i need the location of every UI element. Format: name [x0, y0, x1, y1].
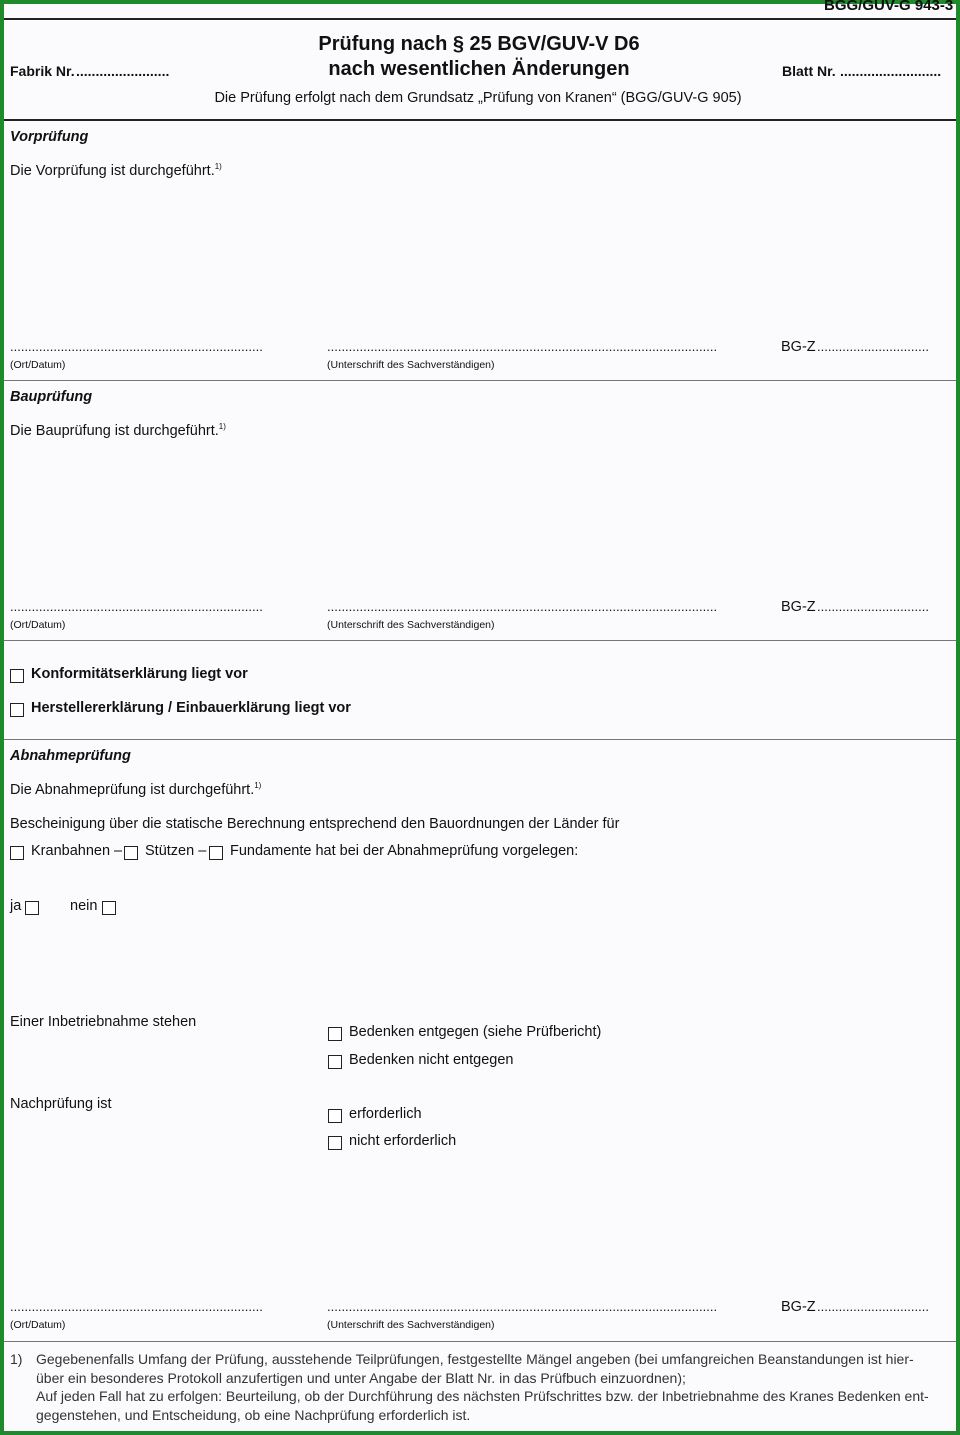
- vorpruefung-bgz-label: BG-Z: [781, 339, 816, 355]
- bescheinigung-text: Bescheinigung über die statische Berechnung entsprechend den Bauordnungen der Länder für: [10, 816, 620, 832]
- konformitaet-checkbox[interactable]: [10, 669, 24, 683]
- bedenken-entgegen-checkbox[interactable]: [328, 1027, 342, 1041]
- baupruefung-place-date-field[interactable]: ......................................................................: [10, 599, 263, 614]
- baupruefung-signature-caption: (Unterschrift des Sachverständigen): [327, 619, 495, 631]
- fabrik-nr-field[interactable]: ........................: [76, 63, 170, 79]
- baupruefung-bgz-field[interactable]: ...............................: [817, 599, 929, 614]
- abnahme-bgz-label: BG-Z: [781, 1299, 816, 1315]
- vorpruefung-signature-caption: (Unterschrift des Sachverständigen): [327, 359, 495, 371]
- section-divider: [4, 739, 956, 740]
- header-bottom-rule: [4, 119, 956, 121]
- vorpruefung-text: Die Vorprüfung ist durchgeführt.$^{1)}$: [10, 162, 222, 179]
- abnahme-signature-caption: (Unterschrift des Sachverständigen): [327, 1319, 495, 1331]
- vorpruefung-bgz-field[interactable]: ...............................: [817, 339, 929, 354]
- hersteller-label: Herstellererklärung / Einbauerklärung liegt vor: [31, 700, 351, 716]
- footnote-line1: Gegebenenfalls Umfang der Prüfung, ausstehende Teilprüfungen, festgestellte Mängel angeben (bei umfangreichen Beanstandungen ist hier-: [36, 1351, 914, 1367]
- nicht-erforderlich-label: nicht erforderlich: [349, 1133, 457, 1149]
- header-top-rule: [4, 18, 956, 20]
- konformitaet-label: Konformitätserklärung liegt vor: [31, 666, 248, 682]
- nicht-erforderlich-checkbox[interactable]: [328, 1136, 342, 1150]
- vorpruefung-place-date-caption: (Ort/Datum): [10, 359, 66, 371]
- baupruefung-signature-field[interactable]: ............................................................................................................: [327, 599, 718, 614]
- footnote-line2: über ein besonderes Protokoll anzufertigen und unter Angabe der Blatt Nr. in das Prüfbuch einzuordnen);: [36, 1369, 686, 1386]
- footnote-line4: gegenstehen, und Entscheidung, ob eine Nachprüfung erforderlich ist.: [36, 1406, 471, 1423]
- blatt-nr-field[interactable]: ..........................: [840, 63, 942, 79]
- vorpruefung-title: Vorprüfung: [10, 129, 89, 145]
- abnahme-place-date-field[interactable]: ......................................................................: [10, 1299, 263, 1314]
- nachpruefung-label: Nachprüfung ist: [10, 1096, 112, 1112]
- hersteller-checkbox[interactable]: [10, 703, 24, 717]
- footnote-line3: Auf jeden Fall hat zu erfolgen: Beurteilung, ob der Durchführung des nächsten Prüfschrittes bzw. der Inbetriebnahme des Kranes Bedenken ent-: [36, 1388, 929, 1404]
- form-title-line1: Prüfung nach § 25 BGV/GUV-V D6: [318, 33, 640, 55]
- abnahme-signature-field[interactable]: ............................................................................................................: [327, 1299, 718, 1314]
- document-code: BGG/GUV-G 943-3: [824, 0, 954, 14]
- nein-label: nein: [70, 898, 98, 914]
- kranbahnen-label: Kranbahnen –: [31, 843, 123, 859]
- inbetriebnahme-label: Einer Inbetriebnahme stehen: [10, 1014, 197, 1030]
- ja-label: ja: [10, 898, 22, 914]
- baupruefung-bgz-label: BG-Z: [781, 599, 816, 615]
- stuetzen-checkbox[interactable]: [124, 846, 138, 860]
- kranbahnen-checkbox[interactable]: [10, 846, 24, 860]
- bedenken-nicht-checkbox[interactable]: [328, 1055, 342, 1069]
- erforderlich-checkbox[interactable]: [328, 1109, 342, 1123]
- vorpruefung-signature-field[interactable]: ............................................................................................................: [327, 339, 718, 354]
- form-subtitle: Die Prüfung erfolgt nach dem Grundsatz „Prüfung von Kranen“ (BGG/GUV-G 905): [214, 90, 742, 106]
- form-title-line2: nach wesentlichen Änderungen: [328, 58, 630, 80]
- section-divider: [4, 380, 956, 381]
- blatt-nr-label: Blatt Nr.: [782, 63, 836, 79]
- baupruefung-place-date-caption: (Ort/Datum): [10, 619, 66, 631]
- erforderlich-label: erforderlich: [349, 1106, 422, 1122]
- baupruefung-text: Die Bauprüfung ist durchgeführt.$^{1)}$: [10, 422, 226, 439]
- section-divider: [4, 1341, 956, 1342]
- abnahme-title: Abnahmeprüfung: [10, 748, 131, 764]
- baupruefung-title: Bauprüfung: [10, 389, 93, 405]
- fundamente-label: Fundamente hat bei der Abnahmeprüfung vorgelegen:: [230, 843, 579, 859]
- nein-checkbox[interactable]: [102, 901, 116, 915]
- abnahme-text: Die Abnahmeprüfung ist durchgeführt.$^{1)}$: [10, 781, 262, 798]
- fabrik-nr-label: Fabrik Nr.: [10, 63, 75, 79]
- footnote-marker: 1): [10, 1351, 23, 1367]
- ja-checkbox[interactable]: [25, 901, 39, 915]
- fundamente-checkbox[interactable]: [209, 846, 223, 860]
- section-divider: [4, 640, 956, 641]
- bedenken-entgegen-label: Bedenken entgegen (siehe Prüfbericht): [349, 1024, 602, 1040]
- abnahme-bgz-field[interactable]: ...............................: [817, 1299, 929, 1314]
- stuetzen-label: Stützen –: [145, 843, 207, 859]
- bedenken-nicht-label: Bedenken nicht entgegen: [349, 1052, 514, 1068]
- vorpruefung-place-date-field[interactable]: ......................................................................: [10, 339, 263, 354]
- abnahme-place-date-caption: (Ort/Datum): [10, 1319, 66, 1331]
- form-page: [4, 4, 956, 1431]
